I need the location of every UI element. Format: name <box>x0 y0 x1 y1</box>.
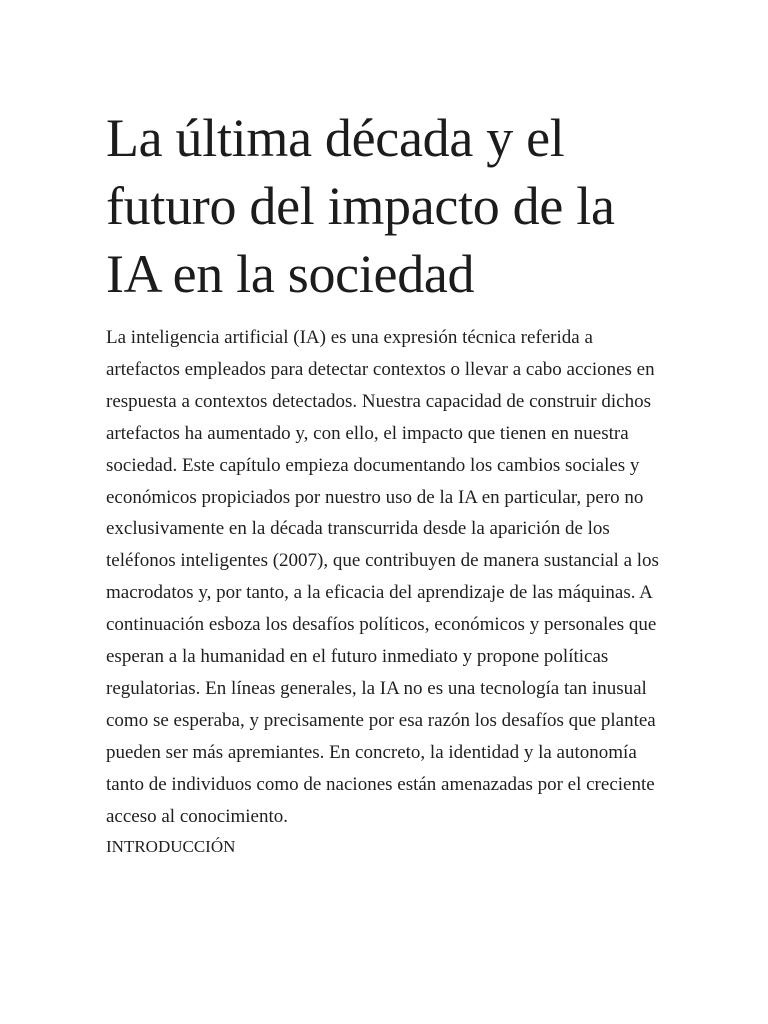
section-heading: INTRODUCCIÓN <box>106 836 236 856</box>
document-page <box>106 104 666 859</box>
abstract-paragraph: La inteligencia artificial (IA) es una expresión técnica referida a artefactos empleados para detectar contextos o llevar a cabo acciones en respuesta a contextos detectados. Nuestra capacidad de construir dichos artefactos ha aumentado y, con ello, el impacto que tienen en nuestra sociedad. Este capítulo empieza documentando los cambios sociales y económicos propiciados por nuestro uso de la IA en particular, pero no exclusivamente en la década transcurrida desde la aparición de los teléfonos inteligentes (2007), que contribuyen de manera sustancial a los macrodatos y, por tanto, a la eficacia del aprendizaje de las máquinas. A continuación esboza los desafíos políticos, económicos y personales que esperan a la humanidad en el futuro inmediato y propone políticas regulatorias. En líneas generales, la IA no es una tecnología tan inusual como se esperaba, y precisamente por esa razón los desafíos que plantea pueden ser más apremiantes. En concreto, la identidad y la autonomía tanto de individuos como de naciones están amenazadas por el creciente acceso al conocimiento. <box>106 327 659 827</box>
document-title: La última década y el futuro del impacto de la IA en la sociedad <box>106 108 615 304</box>
